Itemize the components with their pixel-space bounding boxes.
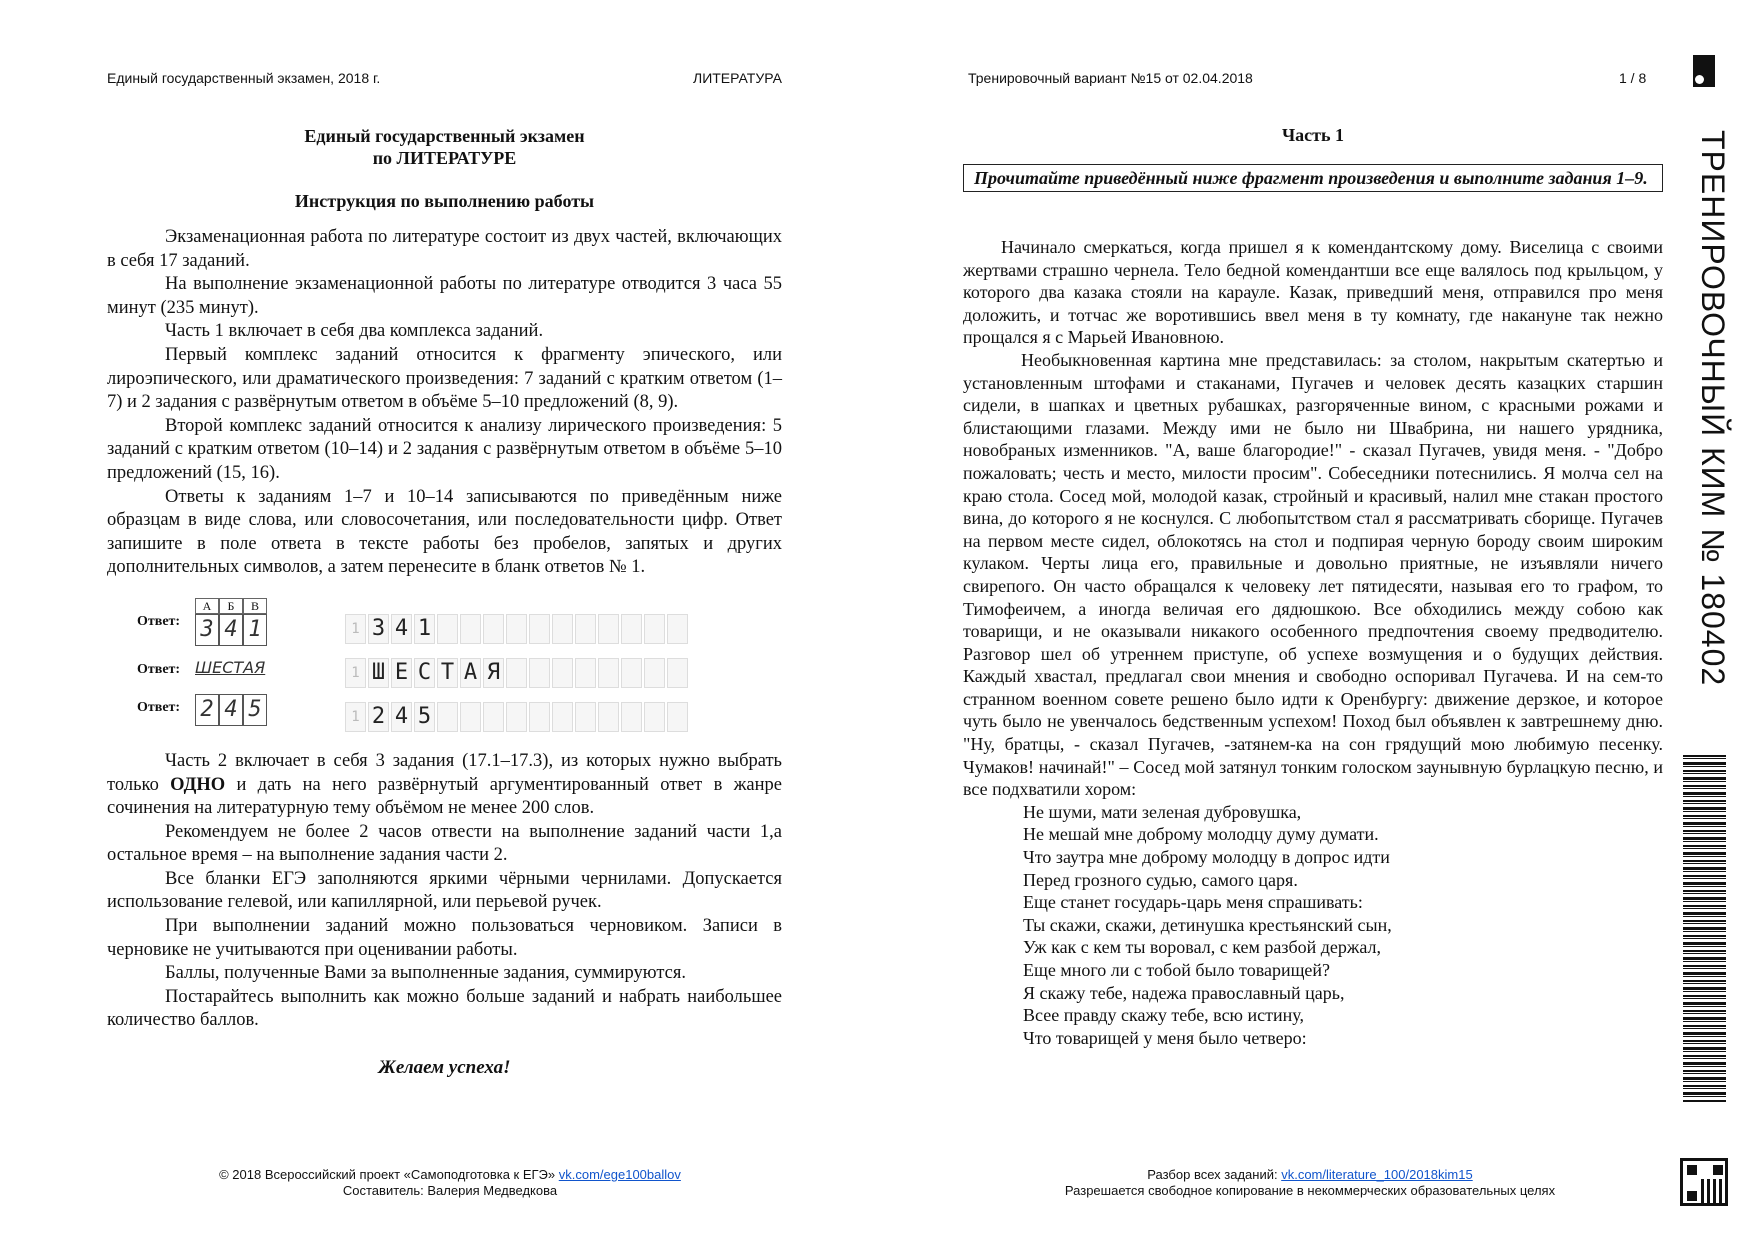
grid-cell: Е [391, 658, 412, 688]
paragraph: Необыкновенная картина мне представилась: за столом, накрытым скатертью и установленным штофами и стаканами, Пугачев и человек десять казацких старшин сидели, в шапках и цветных рубашках, разгоряченные вином, с красными рожами и блистающими глазами. Между ими не было ни Швабрина, ни нашего урядника, новобраных изменников. "А, ваше благородие!" - сказал Пугачев, увидя меня. - "Добро пожаловать; честь и место, милости просим". Собеседники потеснились. Я молча сел на краю стола. Сосед мой, молодой казак, стройный и красивый, налил мне стакан простого вина, до которого я не коснулся. С любопытством стал я рассматривать сборище. Пугачев на первом месте сидел, облокотясь на стол и подпирая черную бороду своим широким кулаком. Черты лица его, правильные и довольно приятные, не изъявляли ничего свирепого. Он часто обращался к человеку лет пятидесяти, называя его то графом, то Тимофеичем, а иногда величая его дядюшкою. Все обходились между собою как товарищи, и не оказывали никакого особенного предпочтения своему предводителю. Разговор шел об утреннем приступе, об успехе возмущения и о будущих действия. Каждый хвастал, предлагал свои мнения и свободно оспоривал Пугачева. И на сем-то странном военном совете решено было идти к Оренбургу: движение дерзкое, и которое чуть было не увенчалось бедственным успехом! Поход был объявлен к завтрешнему дню. "Ну, братцы, - сказал Пугачев, -затянем-ка на сон грядущий мою любимую песенку. Чумаков! начинай!" – Сосед мой затянул тонким голоском заунывную бурлацкую песню, и все подхватили хором: [963, 349, 1663, 800]
paragraph: Экзаменационная работа по литературе состоит из двух частей, включающих в себя 17 заданий. [107, 227, 782, 271]
paragraph: Первый комплекс заданий относится к фрагменту эпического, или лироэпического, или драматического произведения: 7 заданий с кратким ответом (1–7) и 2 задания с развёрнутым ответом в объёме 5–10 предложений (8, 9). [107, 344, 782, 413]
exam-title-line1: Единый государственный экзамен [304, 126, 585, 146]
grid-cell: 4 [391, 702, 412, 732]
column-header: Б [219, 598, 243, 614]
barcode [1683, 755, 1726, 1102]
task-instruction: Прочитайте приведённый ниже фрагмент произведения и выполните задания 1–9. [963, 164, 1663, 192]
verse-line: Уж как с кем ты воровал, с кем разбой держал, [1023, 937, 1381, 958]
answer-examples [107, 592, 782, 742]
grid-cell: 3 [368, 614, 389, 644]
paragraph: Рекомендуем не более 2 часов отвести на выполнение заданий части 1,а остальное время – на выполнение задания части 2. [107, 821, 782, 866]
part2-text [107, 750, 782, 1033]
verse-line: Что товарищей у меня было четверо: [1023, 1027, 1307, 1048]
answer-label: Ответ: [137, 699, 181, 715]
handwritten-digit: 1 [243, 614, 267, 646]
paragraph: Постарайтесь выполнить как можно больше заданий и набрать наибольшее количество баллов. [107, 986, 782, 1031]
paragraph: Второй комплекс заданий относится к анализу лирического произведения: 5 заданий с кратким ответом (10–14) и 2 задания с развёрнутым ответом в объёме 5–10 предложений (15, 16). [107, 415, 782, 483]
header-exam-name: Единый государственный экзамен, 2018 г. [107, 70, 381, 86]
grid-cell: 2 [368, 702, 389, 732]
grid-cell: 4 [391, 614, 412, 644]
header-subject: ЛИТЕРАТУРА [693, 70, 782, 86]
grid-cell: 1 [414, 614, 435, 644]
grid-cell: А [460, 658, 481, 688]
paragraph: Баллы, полученные Вами за выполненные задания, суммируются. [165, 963, 686, 984]
answer-grid: 1 Ш Е С Т А Я [345, 658, 690, 688]
verse-line: Ты скажи, скажи, детинушка крестьянский сын, [1023, 914, 1392, 935]
paragraph: Начинало смеркаться, когда пришел я к комендантскому дому. Виселица с своими жертвами страшно чернела. Тело бедной комендантши все еще валялось под крыльцом, у которого два казака стояли на карауле. Казак, приведший меня, отправился про меня доложить, и тотчас же воротившись ввел меня в ту комнату, где накануне так нежно прощался я с Марьей Ивановною. [963, 237, 1663, 348]
footer-right: Разбор всех заданий: vk.com/literature_100/2018kim15 Разрешается свободное копирование в некоммерческих образовательных целях [1000, 1167, 1620, 1199]
left-page [107, 125, 782, 1079]
paragraph: Часть 1 включает в себя два комплекса заданий. [165, 321, 544, 342]
paragraph: Ответы к заданиям 1–7 и 10–14 записываются по приведённым ниже образцам в виде слова, или словосочетания, или последовательности цифр. Ответ запишите в поле ответа в тексте работы без пробелов, запятых и других дополнительных символов, а затем перенесите в бланк ответов № 1. [107, 486, 782, 578]
footer-left: © 2018 Всероссийский проект «Самоподготовка к ЕГЭ» vk.com/ege100ballov Составитель: Валерия Медведкова [160, 1167, 740, 1199]
verse-line: Не мешай мне доброму молодцу думу думати. [1023, 824, 1379, 845]
right-page [963, 125, 1663, 1049]
paragraph: Все бланки ЕГЭ заполняются яркими чёрными чернилами. Допускается использование гелевой, или капиллярной, или перьевой ручек. [107, 868, 782, 913]
column-header: В [243, 598, 267, 614]
grid-cell: С [414, 658, 435, 688]
verse-line: Всее правду скажу тебе, всю истину, [1023, 1005, 1304, 1026]
answer-grid: 1 2 4 5 [345, 702, 690, 732]
footer-copy-note: Разрешается свободное копирование в некоммерческих образовательных целях [1064, 1183, 1556, 1198]
verse-line: Что заутра мне доброму молодцу в допрос идти [1023, 847, 1390, 868]
answer-grid: 1 3 4 1 [345, 614, 690, 644]
part-title: Часть 1 [1281, 125, 1345, 145]
handwritten-word: ШЕСТАЯ [195, 657, 266, 677]
exam-title [107, 125, 782, 169]
answer-label: Ответ: [137, 661, 181, 677]
page-number: 1 / 8 [1619, 70, 1647, 86]
handwritten-digit: 3 [195, 614, 219, 646]
handwritten-digit: 4 [219, 694, 243, 726]
handwritten-digit: 5 [243, 694, 267, 726]
paragraph: На выполнение экзаменационной работы по литературе отводится 3 часа 55 минут (235 минут). [107, 274, 782, 318]
grid-cell: Я [483, 658, 504, 688]
exam-title-line2: по ЛИТЕРАТУРЕ [372, 148, 517, 168]
handwritten-digit: 2 [195, 694, 219, 726]
paragraph: Часть 2 включает в себя 3 задания (17.1–17.3), из которых нужно выбрать только ОДНО и дать на него развёрнутый аргументированный ответ в жанре сочинения на литературную тему объёмом не менее 200 слов. [107, 750, 782, 819]
answer-label: Ответ: [137, 613, 181, 629]
header-variant: Тренировочный вариант №15 от 02.04.2018 [968, 70, 1253, 86]
literary-fragment [963, 236, 1663, 1049]
verse-line: Перед грозного судью, самого царя. [1023, 869, 1298, 890]
emphasis-one: ОДНО [170, 774, 226, 795]
corner-marker [1693, 55, 1715, 87]
verse-line: Еще много ли с тобой было товарищей? [1023, 960, 1331, 980]
grid-cell: Т [437, 658, 458, 688]
grid-cell: 5 [414, 702, 435, 732]
qr-code [1680, 1158, 1728, 1206]
verse-line: Не шуми, мати зеленая дубровушка, [1023, 801, 1302, 822]
verse-line: Еще станет государь-царь меня спрашивать: [1023, 892, 1363, 913]
instructions-heading: Инструкция по выполнению работы [294, 191, 595, 211]
vertical-kim-title: ТРЕНИРОВОЧНЫЙ КИМ № 180402 [1695, 130, 1731, 687]
footer-link-literature[interactable]: vk.com/literature_100/2018kim15 [1281, 1167, 1473, 1182]
footer-link-ege100ballov[interactable]: vk.com/ege100ballov [558, 1167, 681, 1182]
paragraph: При выполнении заданий можно пользоваться черновиком. Записи в черновике не учитываются при оценивании работы. [107, 916, 782, 960]
good-luck: Желаем успеха! [378, 1057, 511, 1079]
instructions-text [107, 226, 782, 580]
handwritten-digit: 4 [219, 614, 243, 646]
footer-author: Составитель: Валерия Медведкова [342, 1183, 558, 1198]
column-header: А [195, 598, 219, 614]
grid-cell: Ш [368, 658, 389, 688]
song-verse [1023, 801, 1663, 1050]
verse-line: Я скажу тебе, надежа православный царь, [1023, 982, 1345, 1003]
